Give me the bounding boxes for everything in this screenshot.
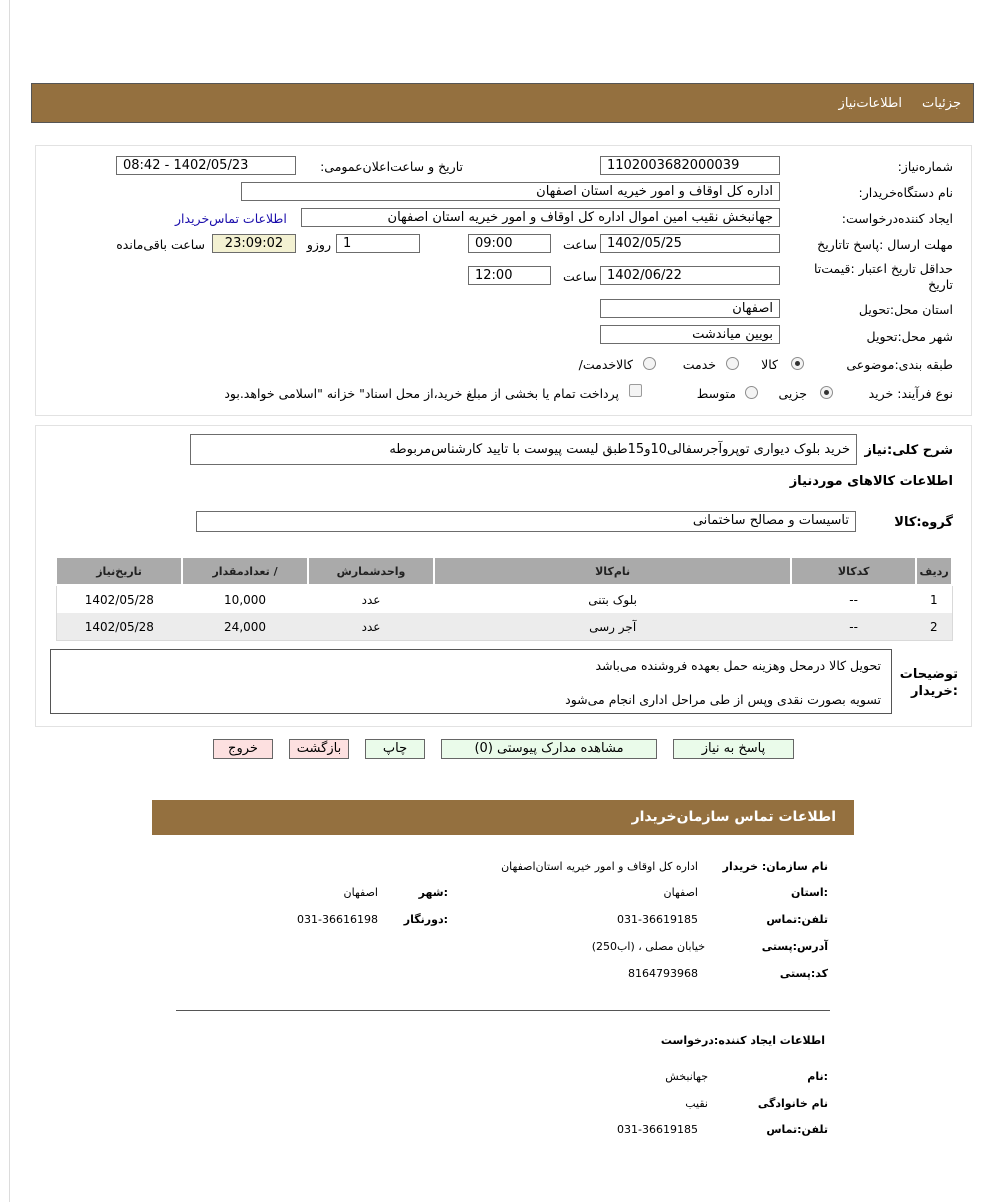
cell-name: آجر رسی [434,613,791,641]
group-field: تاسیسات و مصالح ساختمانی [196,511,856,532]
deadline-time-label: ساعت [562,237,597,252]
col-qty: / تعدادمقدار [182,557,308,585]
summary-field: خرید بلوک دیواری توپروآجرسفالی10و15طبق لیست پیوست با تایید کارشناس‌مربوطه [190,434,857,465]
cell-unit: عدد [308,613,434,641]
city-field: بویین میاندشت [600,325,780,344]
cell-unit: عدد [308,585,434,613]
contact-fax-value: 031-36616198 [297,913,378,926]
buyer-org-field: اداره کل اوقاف و امور خیریه استان اصفهان [241,182,780,201]
cell-row: 2 [916,613,952,641]
header-bar [31,83,974,123]
validity-time-field: 12:00 [468,266,551,285]
process-option-small: جزیی [778,386,807,401]
category-label: طبقه بندی:موضوعی [846,357,953,372]
buyer-notes-box [50,649,892,714]
table-row [56,613,952,641]
need-number-field: 1102003682000039 [600,156,780,175]
cell-date: 1402/05/28 [56,585,182,613]
contact-header-bar [152,800,854,835]
left-border [9,0,10,1202]
tab-details[interactable]: جزئیات [922,96,961,111]
contact-city-value: اصفهان [343,886,378,899]
summary-label: شرح کلی:نیاز [864,443,953,458]
cell-qty: 24,000 [182,613,308,641]
validity-time-label: ساعت [562,269,597,284]
cell-name: بلوک بتنی [434,585,791,613]
items-heading: اطلاعات کالاهای موردنیاز [789,474,953,489]
deadline-time-field: 09:00 [468,234,551,253]
contact-address-label: آدرس:پستی [761,940,828,953]
buyer-org-label: نام دستگاه‌خریدار: [858,185,953,200]
table-row [56,585,952,613]
contact-phone-label: تلفن:تماس [766,913,828,926]
treasury-payment-note: پرداخت تمام یا بخشی از مبلغ خرید،از محل اسناد" خزانه "اسلامی خواهد.بود [224,386,619,401]
buyer-notes-label: توضیحات :خریدار [899,667,958,699]
col-code: کدکالا [791,557,916,585]
cell-date: 1402/05/28 [56,613,182,641]
creator-field: جهانبخش نقیب امین اموال اداره کل اوقاف و امور خیریه استان اصفهان [301,208,780,227]
contact-province-value: اصفهان [663,886,698,899]
process-label: نوع فرآیند: خرید [868,386,953,401]
category-option-goods-service: کالاخدمت/ [578,357,633,372]
process-radio-medium[interactable] [745,386,758,399]
creator-label: ایجاد کننده‌درخواست: [841,211,953,226]
treasury-payment-checkbox[interactable] [629,384,642,397]
category-radio-goods-service[interactable] [643,357,656,370]
contact-address-value: خیابان مصلی ، (اب250) [591,940,705,953]
col-unit: واحدشمارش [308,557,434,585]
announce-label: تاریخ و ساعت‌اعلان‌عمومی: [320,159,463,174]
validity-label: حداقل تاریخ اعتبار :قیمت‌تا تاریخ [813,261,953,292]
province-field: اصفهان [600,299,780,318]
tab-need-info[interactable]: اطلاعات‌نیاز [838,96,902,111]
category-option-goods: کالا [761,357,778,372]
contact-fax-label: :دورنگار [403,913,448,926]
process-radio-small[interactable] [820,386,833,399]
category-option-service: خدمت [682,357,716,372]
contact-divider [176,1010,830,1011]
validity-date-field: 1402/06/22 [600,266,780,285]
creator-family-label: نام خانوادگی [757,1097,828,1110]
creator-phone-label: تلفن:تماس [766,1123,828,1136]
announce-field: 1402/05/23 - 08:42 [116,156,296,175]
contact-org-value: اداره کل اوقاف و امور خیریه استان‌اصفهان [501,860,698,873]
deadline-date-field: 1402/05/25 [600,234,780,253]
group-label: گروه:کالا [894,515,953,530]
contact-postal-label: کد:پستی [779,967,828,980]
col-name: نام‌کالا [434,557,791,585]
print-button[interactable]: چاپ [365,739,425,759]
province-label: استان محل:تحویل [858,302,953,317]
creator-family-value: نقیب [685,1097,708,1110]
view-documents-button[interactable]: مشاهده مدارک پیوستی (0) [441,739,657,759]
contact-org-label: نام سازمان: خریدار [722,860,828,873]
back-button[interactable]: بازگشت [289,739,349,759]
cell-qty: 10,000 [182,585,308,613]
contact-province-label: :استان [791,886,828,899]
reply-button[interactable]: پاسخ به نیاز [673,739,794,759]
category-radio-goods[interactable] [791,357,804,370]
creator-phone-value: 031-36619185 [617,1123,698,1136]
buyer-notes-line1: تحویل کالا درمحل وهزینه حمل بعهده فروشنده می‌باشد [595,658,881,673]
city-label: شهر محل:تحویل [866,329,953,344]
contact-postal-value: 8164793968 [628,967,698,980]
remaining-label: ساعت باقی‌مانده [116,237,205,252]
days-field: 1 [336,234,420,253]
exit-button[interactable]: خروج [213,739,273,759]
creator-name-value: جهانبخش [665,1070,708,1083]
remaining-time-field: 23:09:02 [212,234,296,253]
category-radio-service[interactable] [726,357,739,370]
contact-phone-value: 031-36619185 [617,913,698,926]
deadline-label: مهلت ارسال :پاسخ تا‌تاریخ [817,237,953,252]
contact-city-label: :شهر [418,886,448,899]
contact-title: اطلاعات تماس سازمان‌خریدار [631,809,836,825]
col-row: ردیف [916,557,952,585]
process-option-medium: متوسط [696,386,736,401]
buyer-contact-link[interactable]: اطلاعات تماس‌خریدار [175,211,287,226]
cell-code: -- [791,613,916,641]
items-table [55,556,953,641]
creator-info-heading: اطلاعات ایجاد کننده:درخواست [660,1034,825,1047]
cell-code: -- [791,585,916,613]
col-date: تاریخ‌نیاز [56,557,182,585]
cell-row: 1 [916,585,952,613]
creator-name-label: :نام [807,1070,828,1083]
days-label: روزو [306,237,331,252]
need-number-label: شماره‌نیاز: [897,159,953,174]
buyer-notes-line2: تسویه بصورت نقدی وپس از طی مراحل اداری انجام می‌شود [565,692,881,707]
